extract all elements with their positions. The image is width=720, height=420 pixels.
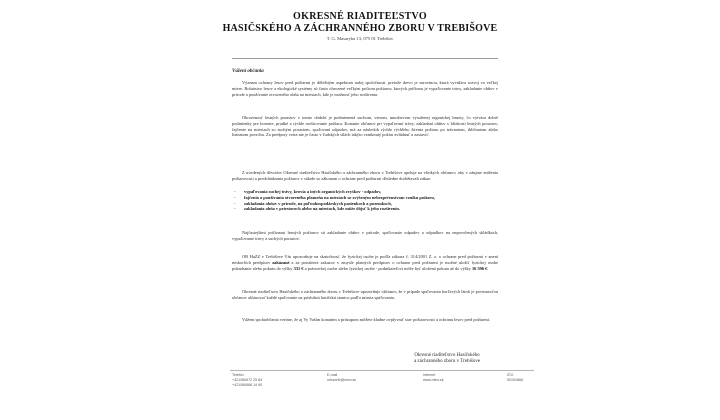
- paragraph-3: Z uvedených dôvodov Okresné riaditeľstvo Hasičského a záchranného zboru v Trebišove apeluje na všetkých občanov, aby v záujme zníženia požiarovosti a predchádzania požiarov v súlade so zákonom o ochrane pred požiarmi dôsledne dodržiavali zákaz:: [232, 170, 498, 181]
- paragraph-6: Okresné riaditeľstvo Hasičského a záchranného zboru v Trebišove upozorňuje občanov, že v prípade spaľovania horľavých látok je povinnosťou občanov ohlasovať každé spaľovanie na príslušnú hasičskú stanicu podľa miesta spaľovania.: [232, 289, 498, 300]
- list-item: - zakladania ohňa v priestoroch alebo na miestach, kde môže dôjsť k jeho rozšíreniu.: [232, 206, 498, 212]
- footer-ico: IČO 00151866: [507, 373, 523, 382]
- footer-divider: [230, 370, 534, 371]
- letterhead-subtitle: HASIČSKÉHO A ZÁCHRANNÉHO ZBORU V TREBIŠOVE: [222, 23, 498, 34]
- paragraph-2: Ohrozenosť lesných porastov v tomto období je podmienená suchom, vetrom, množstvom vysušenej organickej hmoty, čo vytvára dobré podmienky pre horenie, prudké a rýchle rozširovanie požiaru. Konanie občanov pri vypaľovaní trávy, zakladaní ohňov v blízkosti lesných porastov, fajčenie na miestach so suchým porastom, spaľovaní odpadov, má za následok rýchlo rýchleho šírenia požiaru po trávnatom, ihličnatom alebo listnatom povrchu. Za predpory vetra nie je často v ľudských silách takýto vzniknutý požiar zvládnuť a zastaviť.: [232, 115, 498, 138]
- letterhead: [0, 11, 720, 42]
- footer-phone: Telefón +421/56/672 25 84 +421/56/668 14 90: [232, 373, 263, 387]
- signature-block: [392, 353, 502, 366]
- letterhead-address: T. G. Masaryka 13, 075 01 Trebišov: [326, 36, 394, 41]
- signature-line-2: a záchranného zboru v Trebišove: [413, 359, 481, 365]
- list-item: - vypaľovania suchej trávy, krovia a iných organických zvyškov - odpadov,: [232, 189, 498, 195]
- list-item: - zakladania ohňov v prírode, na poľnohospodárskych pasienkoch a pozemkoch,: [232, 201, 498, 207]
- header-divider: [232, 58, 498, 59]
- salutation: Vážení občania: [232, 69, 264, 74]
- letterhead-title: OKRESNÉ RIADITEĽSTVO: [293, 11, 427, 22]
- paragraph-4: Najčastejšími príčinami lesných požiarov sú zakladanie ohňov v prírode, spaľovanie odpadov a odpadkov na nepovolených skládkach, vypaľovanie trávy a suchých porastov.: [232, 230, 498, 241]
- paragraph-5: OR HaZZ v Trebišove Vás upozorňuje na skutočnosť, že fyzickej osobe je podľa zákona č. 314/2001 Z. z. o ochrane pred požiarmi v znení neskorších predpisov zakázané a za porušenie zakazov v zmysle platných predpisov o ochrane pred požiarmi je možné uložiť fyzickej osobe pokarhanie alebo pokutu do výšky 331 € a právnickej osobe alebo fyzickej osobe - podnikateľovi môže byť uložená pokuta až do výšky 16 596 €.: [232, 254, 498, 271]
- signature-line-1: Okresné riaditeľstvo Hasičského: [414, 353, 480, 358]
- paragraph-7: Vážení spoluobčania veríme, že aj Vy Vaším konaním a prístupom môžete kladne ovplyvniť stav požiarovosti a ochranu lesov pred požiarmi.: [242, 317, 491, 322]
- prohibition-list: [232, 189, 498, 212]
- paragraph-1: Význam ochrany lesov pred požiarmi je dôležitým aspektom našej spoločnosti, pretože drevo je surovinou, ktorá vyváživa rozvoj vo veľkej miere. Bohatstvo lesov a ekologické systémy sú často ohrozené veľkým počtom požiarov, ktorých príčinou je vypaľovanie trávy, zakladanie ohňov v prírode a používanie otvoreného ohňa na miestach, kde je možnosť jeho rozšírenia.: [232, 80, 498, 97]
- footer-web: Internet www.minv.sk: [423, 373, 444, 382]
- list-item: - fajčenia a používania otvoreného plameňa na miestach so zvýšeným nebezpečenstvom vzniku požiaru,: [232, 195, 498, 201]
- footer-email: E-mail orhazztv@minv.sk: [327, 373, 357, 382]
